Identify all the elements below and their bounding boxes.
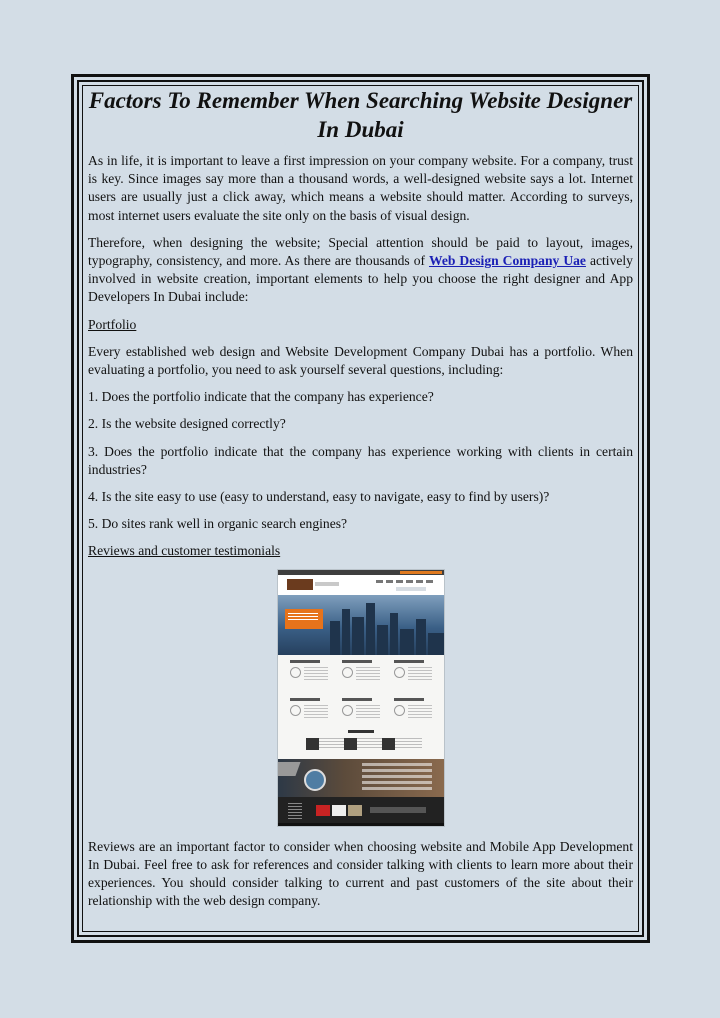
screenshot-news-item xyxy=(382,738,422,752)
question-1: 1. Does the portfolio indicate that the company has experience? xyxy=(88,389,434,405)
screenshot-news-item xyxy=(306,738,346,752)
paragraph-portfolio: Every established web design and Website Development Company Dubai has a portfolio. When evaluating a portfolio, you need to ask yourself several questions, including: xyxy=(88,343,633,378)
document-body xyxy=(88,86,633,919)
screenshot-news-heading xyxy=(348,730,374,733)
heading-reviews: Reviews and customer testimonials xyxy=(88,543,281,559)
screenshot-footer xyxy=(278,797,444,823)
paragraph-reviews: Reviews are an important factor to consider when choosing website and Mobile App Development In Dubai. Feel free to ask for references and consider talking with clients to learn more about their experiences. You should consider talking to current and past customers of the site about their relationship with the web design company. xyxy=(88,838,633,909)
document-title: Factors To Remember When Searching Website Designer In Dubai xyxy=(88,88,633,142)
question-5: 5. Do sites rank well in organic search engines? xyxy=(88,516,348,532)
screenshot-search xyxy=(396,587,426,591)
screenshot-news-item xyxy=(344,738,384,752)
website-screenshot-image xyxy=(278,570,444,826)
screenshot-logo xyxy=(287,579,313,590)
screenshot-header xyxy=(278,575,444,595)
paragraph-designing xyxy=(88,234,633,307)
screenshot-hero-caption xyxy=(285,609,323,629)
heading-portfolio: Portfolio xyxy=(88,316,137,332)
paragraph-designing-start: Therefore, when designing the website; Special attention should be paid to layout, images, typography, consistency, and more. As there are thousands of xyxy=(88,234,633,269)
paragraph-designing-end: actively involved in website creation, important elements to help you choose the right designer and App Developers In Dubai include: xyxy=(88,253,633,305)
screenshot-nav xyxy=(376,580,436,583)
question-3: 3. Does the portfolio indicate that the company has experience working with clients in certain industries? xyxy=(88,443,633,477)
question-4: 4. Is the site easy to use (easy to understand, easy to navigate, easy to find by users)? xyxy=(88,489,550,505)
screenshot-hero-skyline xyxy=(278,595,444,655)
web-design-company-link[interactable]: Web Design Company Uae xyxy=(429,253,586,269)
paragraph-intro: As in life, it is important to leave a first impression on your company website. For a company, trust is key. Since images say more than a thousand words, a well-designed website says a lot. Internet users are usually just a click away, which means a website should matter. According to surveys, most internet users evaluate the site only on the basis of visual design. xyxy=(88,153,633,223)
screenshot-quote-section xyxy=(278,759,444,797)
question-2: 2. Is the website designed correctly? xyxy=(88,416,286,432)
